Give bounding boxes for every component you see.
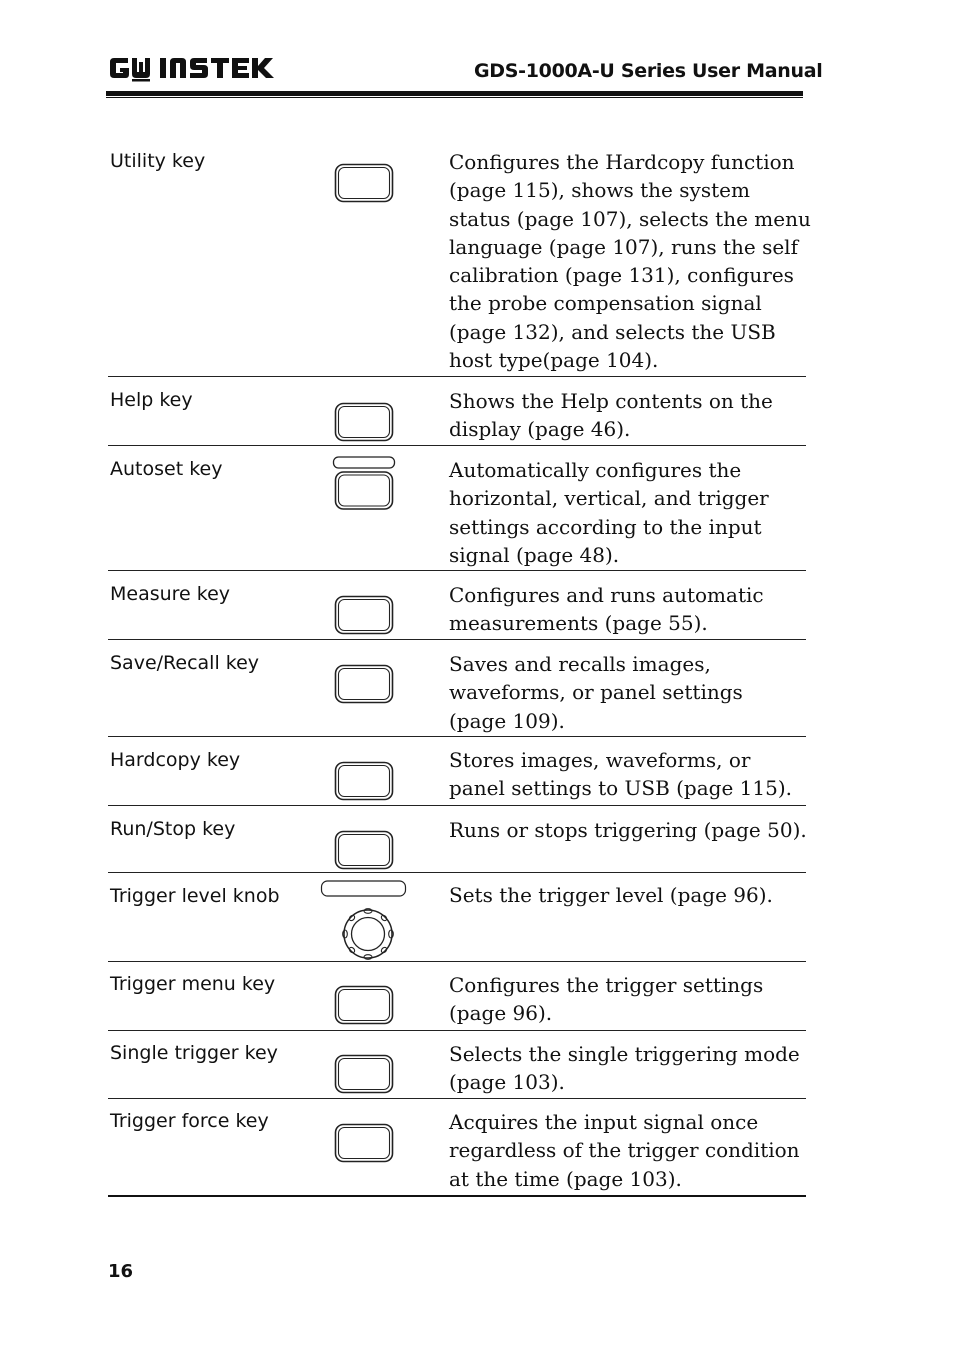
row-label: Utility key	[110, 150, 206, 172]
utility-key-icon	[334, 163, 394, 203]
row-label: Autoset key	[110, 458, 223, 480]
row-label: Trigger force key	[110, 1110, 269, 1132]
row-description: Configures the trigger settings (page 96).	[449, 973, 764, 1026]
table-row-single-trigger-key	[108, 1031, 806, 1099]
row-label: Trigger menu key	[110, 973, 276, 995]
page-number: 16	[108, 1261, 134, 1282]
row-description: Selects the single triggering mode (page 103).	[449, 1042, 800, 1095]
row-label: Run/Stop key	[110, 818, 236, 840]
row-description: Automatically configures the horizontal, vertical, and trigger settings according to the input signal (page 48).	[449, 458, 769, 567]
measure-key-icon	[334, 595, 394, 635]
row-label: Measure key	[110, 583, 231, 605]
row-description: Shows the Help contents on the display (page 46).	[449, 389, 773, 442]
row-label: Help key	[110, 389, 193, 411]
run-stop-key-icon	[334, 830, 394, 870]
single-trigger-key-icon	[334, 1054, 394, 1094]
table-row-save-recall-key	[108, 640, 806, 737]
row-description: Saves and recalls images, waveforms, or panel settings (page 109).	[449, 652, 743, 733]
row-description: Runs or stops triggering (page 50).	[449, 818, 807, 842]
help-key-icon	[334, 402, 394, 442]
hardcopy-key-icon	[334, 761, 394, 801]
header-rule	[106, 91, 803, 96]
row-label: Single trigger key	[110, 1042, 278, 1064]
gw-instek-logo	[108, 54, 278, 82]
table-row-help-key	[108, 377, 806, 446]
table-row-utility-key	[108, 148, 811, 377]
row-description: Configures the Hardcopy function (page 115), shows the system status (page 107), selects the menu language (page 107), runs the self calibration (page 131), configures the probe compensation signal (page 132), and selects the USB host type(page 104).	[449, 150, 811, 373]
table-row-hardcopy-key	[108, 737, 806, 806]
table-row-trigger-force-key	[108, 1099, 806, 1197]
row-description: Sets the trigger level (page 96).	[449, 883, 773, 907]
header-rule-thin	[106, 97, 803, 98]
row-label: Trigger level knob	[110, 885, 280, 907]
trigger-menu-key-icon	[334, 985, 394, 1025]
table-row-measure-key	[108, 571, 806, 640]
autoset-key-icon	[332, 456, 396, 512]
row-description: Stores images, waveforms, or panel settings to USB (page 115).	[449, 748, 792, 801]
key-description-table	[108, 148, 811, 1197]
table-row-autoset-key	[108, 446, 806, 571]
row-description: Configures and runs automatic measurements (page 55).	[449, 583, 764, 636]
trigger-level-knob-icon	[320, 880, 410, 960]
row-description: Acquires the input signal once regardless of the trigger condition at the time (page 103).	[449, 1110, 800, 1191]
trigger-force-key-icon	[334, 1123, 394, 1163]
table-row-trigger-menu-key	[108, 962, 806, 1031]
manual-title: GDS-1000A-U Series User Manual	[474, 60, 823, 82]
row-label: Hardcopy key	[110, 749, 241, 771]
save-recall-key-icon	[334, 664, 394, 704]
row-label: Save/Recall key	[110, 652, 260, 674]
table-row-trigger-level-knob	[108, 873, 806, 962]
table-row-run-stop-key	[108, 806, 806, 873]
